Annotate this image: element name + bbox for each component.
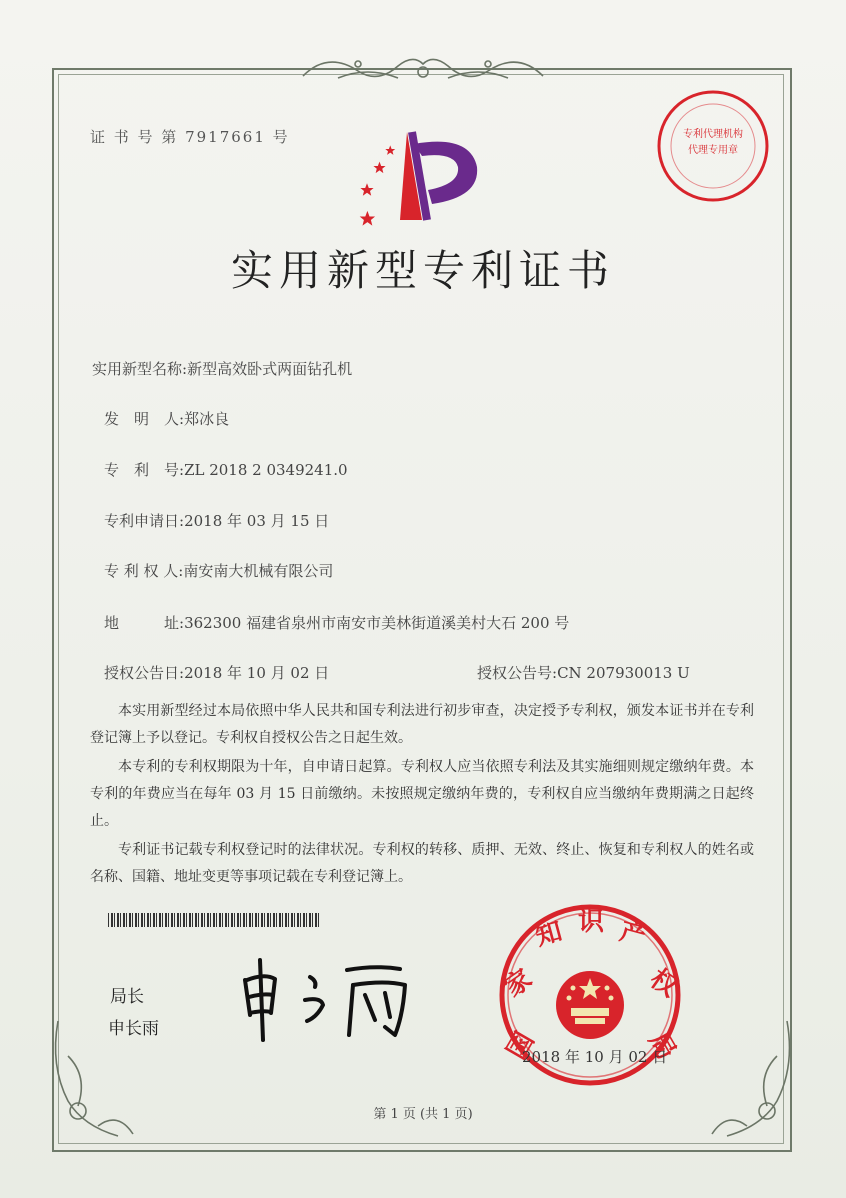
body-paragraph: 本专利的专利权期限为十年，自申请日起算。专利权人应当依照专利法及其实施细则规定缴纳年费。本专利的年费应当在每年 03 月 15 日前缴纳。未按照规定缴纳年费的，专利权自应当缴纳年费期满之日起终止。: [90, 759, 754, 829]
field-grant-date: [104, 662, 329, 683]
field-label: 发 明 人:: [104, 410, 185, 428]
director-title: 局长: [110, 987, 144, 1007]
cnipa-logo-icon: [352, 122, 492, 232]
field-value: 南安南大机械有限公司: [183, 562, 334, 580]
director-signature: [235, 955, 435, 1045]
field-label: 专利申请日:: [104, 512, 185, 530]
field-label: 地 址:: [104, 614, 185, 632]
field-patent-number: [104, 459, 348, 480]
certificate-title: 实用新型专利证书: [230, 246, 615, 295]
seal-date: 2018 年 10 月 02 日: [522, 1048, 668, 1066]
field-label: 专 利 号:: [104, 461, 185, 479]
field-filing-date: [104, 510, 329, 531]
certificate-body: [90, 698, 754, 893]
field-value: 郑冰良: [184, 410, 230, 428]
agency-seal-text-inner: 代理专用章: [688, 145, 738, 156]
field-value: 新型高效卧式两面钻孔机: [187, 360, 353, 378]
certificate-number: 证 书 号 第 7917661 号: [90, 128, 290, 146]
field-label: 专 利 权 人:: [104, 562, 184, 580]
svg-text:国: 国: [501, 1027, 541, 1065]
field-value: ZL 2018 2 0349241.0: [184, 461, 348, 479]
field-value: 362300 福建省泉州市南安市美林街道溪美村大石 200 号: [184, 614, 570, 632]
bottom-right-ornament-icon: [702, 1016, 797, 1146]
agency-seal-text-outer: 专利代理机构: [683, 129, 743, 140]
svg-text:识: 识: [577, 907, 605, 937]
field-address: [104, 612, 569, 633]
field-value: 2018 年 10 月 02 日: [184, 664, 330, 682]
svg-text:家: 家: [499, 963, 538, 1004]
field-label: 实用新型名称:: [92, 360, 188, 378]
body-paragraph: 本实用新型经过本局依照中华人民共和国专利法进行初步审查，决定授予专利权，颁发本证书并在专利登记簿上予以登记。专利权自授权公告之日起生效。: [90, 703, 754, 746]
agency-seal-icon: [654, 87, 772, 205]
barcode: [108, 913, 320, 927]
director-name: 申长雨: [108, 1019, 159, 1039]
field-inventor: [104, 408, 229, 429]
field-value: CN 207930013 U: [557, 664, 690, 682]
svg-text:知: 知: [532, 916, 566, 953]
field-label: 授权公告日:: [104, 664, 185, 682]
top-ornament-icon: [298, 46, 548, 88]
field-grant-number: [477, 662, 690, 683]
svg-text:权: 权: [644, 963, 683, 1004]
svg-text:产: 产: [616, 916, 650, 953]
field-patentee: [104, 560, 333, 581]
field-name: [92, 358, 352, 379]
svg-text:局: 局: [642, 1027, 682, 1065]
field-value: 2018 年 03 月 15 日: [184, 512, 330, 530]
page-number: 第 1 页 (共 1 页): [373, 1107, 473, 1122]
field-label: 授权公告号:: [477, 664, 558, 682]
body-paragraph: 专利证书记载专利权登记时的法律状况。专利权的转移、质押、无效、终止、恢复和专利权人的姓名或名称、国籍、地址变更等事项记载在专利登记簿上。: [90, 842, 754, 885]
